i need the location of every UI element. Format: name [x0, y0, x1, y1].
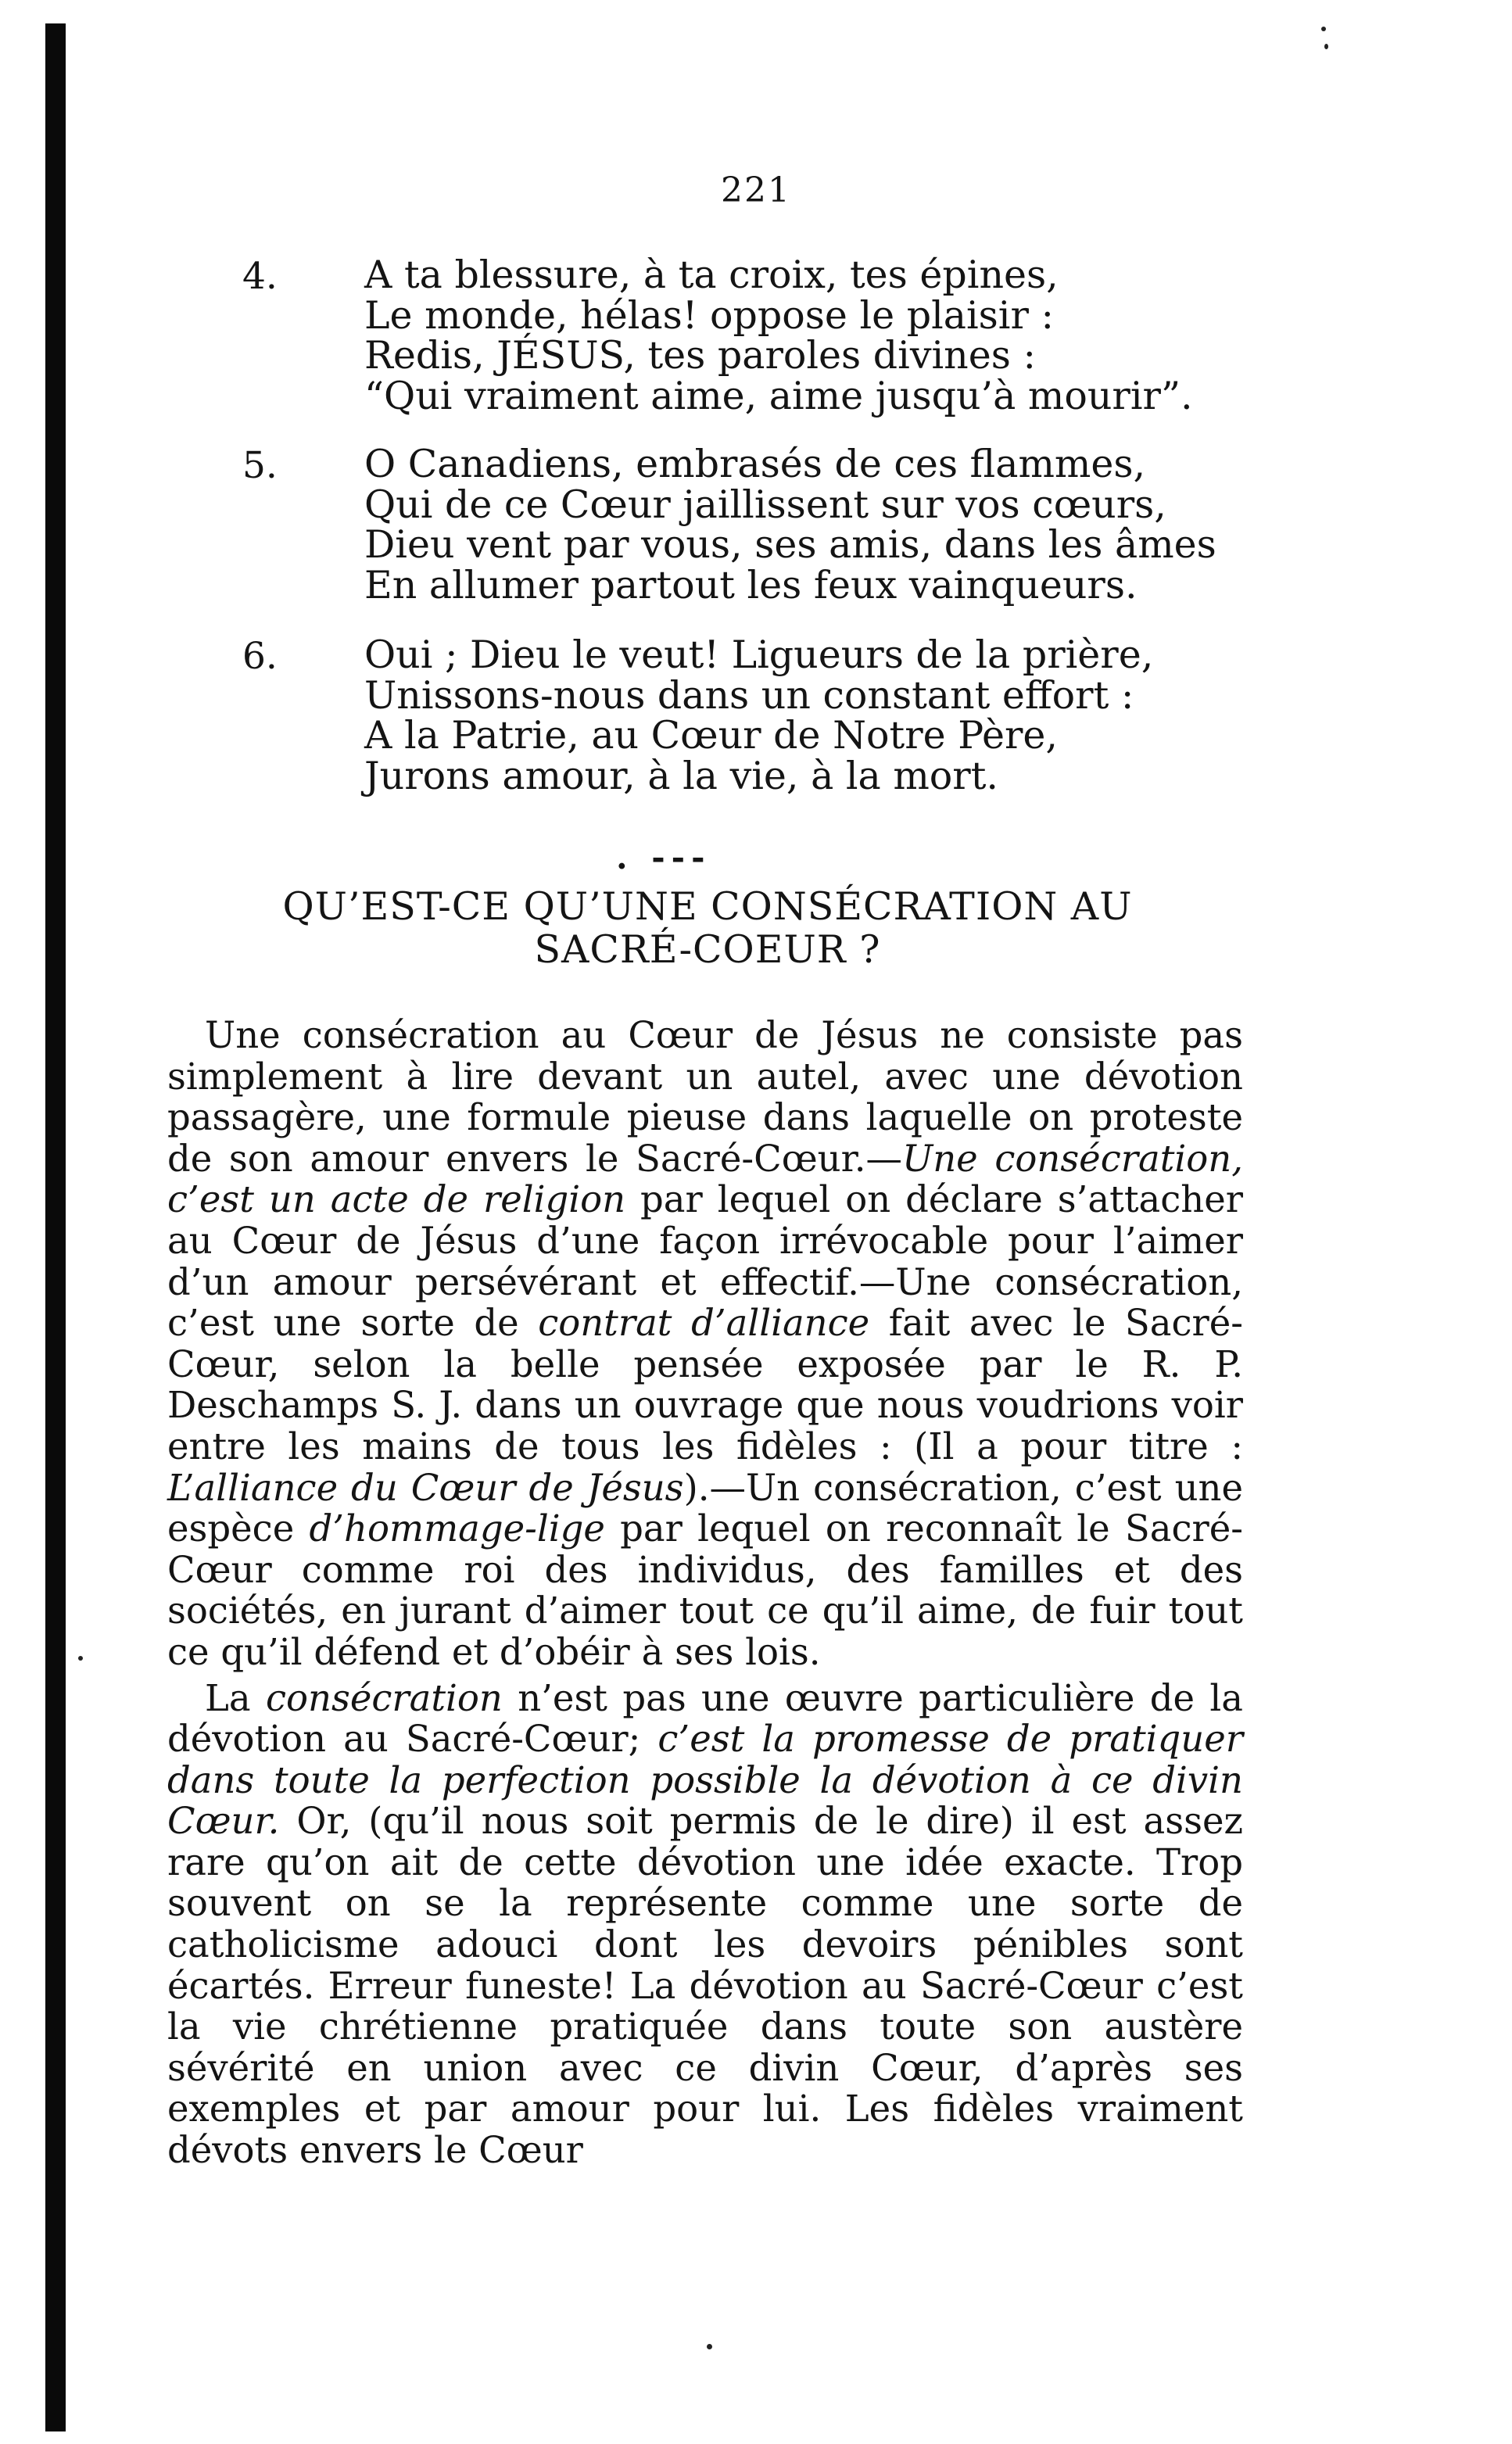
verse-line: Le monde, hélas! oppose le plaisir :: [364, 292, 1054, 338]
section-title: [235, 885, 1181, 971]
stanza-lines: [364, 444, 1240, 605]
italic-run: L’alliance du Cœur de Jésus: [167, 1466, 684, 1509]
scan-speck: [1321, 27, 1326, 31]
verse-line: O Canadiens, embrasés de ces flammes,: [364, 442, 1146, 486]
text-run: par lequel on reconnaît le Sacré-Cœur comme roi des individus, des familles et des sociétés, en jurant d’aimer tout ce qu’il aime, de fuir tout ce qu’il défend et d’obéir à ses lois.: [167, 1507, 1243, 1673]
italic-run: contrat d’alliance: [538, 1302, 870, 1345]
text-run: fait avec le Sacré-Cœur, selon la belle pensée exposée par le R. P. Deschamps S. J. dans un ouvrage que nous voudrions voir entre les mains de tous les fidèles : (Il a pour titre :: [167, 1302, 1244, 1467]
verse-line: Unissons-nous dans un constant effort :: [364, 672, 1134, 718]
body-text: [167, 1015, 1243, 2171]
section-title-line: SACRÉ-COEUR ?: [534, 927, 881, 972]
verse-line: En allumer partout les feux vainqueurs.: [364, 562, 1138, 607]
stanza-number: 4.: [242, 255, 278, 298]
verse-line: Jurons amour, à la vie, à la mort.: [364, 753, 998, 798]
verse-line: “Qui vraiment aime, aime jusqu’à mourir”.: [364, 373, 1193, 418]
verse-line: A ta blessure, à ta croix, tes épines,: [364, 253, 1059, 297]
stanza-lines: [364, 635, 1240, 796]
stanza-lines: [364, 255, 1240, 416]
stanza-number: 6.: [242, 635, 278, 678]
text-run: ).—Un consécration, c’est une espèce: [167, 1466, 1243, 1550]
page-number: 221: [721, 170, 791, 210]
scan-speck: [78, 1656, 83, 1661]
verse-line: Dieu vent par vous, ses amis, dans les âmes: [364, 522, 1216, 567]
paragraph-devotion: [167, 1678, 1243, 2171]
italic-run: c’est la promesse de pratiquer dans toute la perfection possible la dévotion à ce divin Cœur.: [167, 1718, 1243, 1843]
section-separator: . ---: [616, 838, 711, 876]
verse-line: Redis, JÉSUS, tes paroles divines :: [364, 333, 1036, 378]
scan-binding-edge: [45, 23, 66, 2431]
italic-run: consécration: [265, 1676, 503, 1719]
section-title-line: QU’EST-CE QU’UNE CONSÉCRATION AU: [282, 884, 1133, 929]
text-run: par lequel on déclare s’attacher au Cœur de Jésus d’une façon irrévocable pour l’aimer d’un amour persévérant et effectif.—Une consécration, c’est une sorte de: [167, 1178, 1243, 1345]
text-run: n’est pas une œuvre particulière de la dévotion au Sacré-Cœur;: [167, 1676, 1243, 1761]
paragraph-consecration-definition: [167, 1015, 1243, 1673]
text-run: La: [205, 1676, 266, 1719]
italic-run: Une consécration, c’est un acte de religion: [167, 1137, 1243, 1221]
text-run: Une consécration au Cœur de Jésus ne consiste pas simplement à lire devant un autel, avec une dévotion passagère, une formule pieuse dans laquelle on proteste de son amour envers le Sacré-Cœur.—: [167, 1014, 1243, 1180]
scan-speck: [707, 2344, 712, 2349]
scan-speck: [1324, 44, 1328, 49]
verse-line: A la Patrie, au Cœur de Notre Père,: [364, 713, 1058, 758]
text-run: Or, (qu’il nous soit permis de le dire) il est assez rare qu’on ait de cette dévotion une idée exacte. Trop souvent on se la représente comme une sorte de catholicisme adouci dont les devoirs pénibles sont écartés. Erreur funeste! La dévotion au Sacré-Cœur c’est la vie chrétienne pratiquée dans toute son austère sévérité en union avec ce divin Cœur, d’après ses exemples et par amour pour lui. Les fidèles vraiment dévots envers le Cœur: [167, 1800, 1243, 2172]
verse-line: Oui ; Dieu le veut! Ligueurs de la prière,: [364, 633, 1154, 677]
stanza-number: 5.: [242, 444, 278, 487]
italic-run: d’hommage-lige: [309, 1507, 605, 1550]
verse-line: Qui de ce Cœur jaillissent sur vos cœurs,: [364, 482, 1166, 527]
